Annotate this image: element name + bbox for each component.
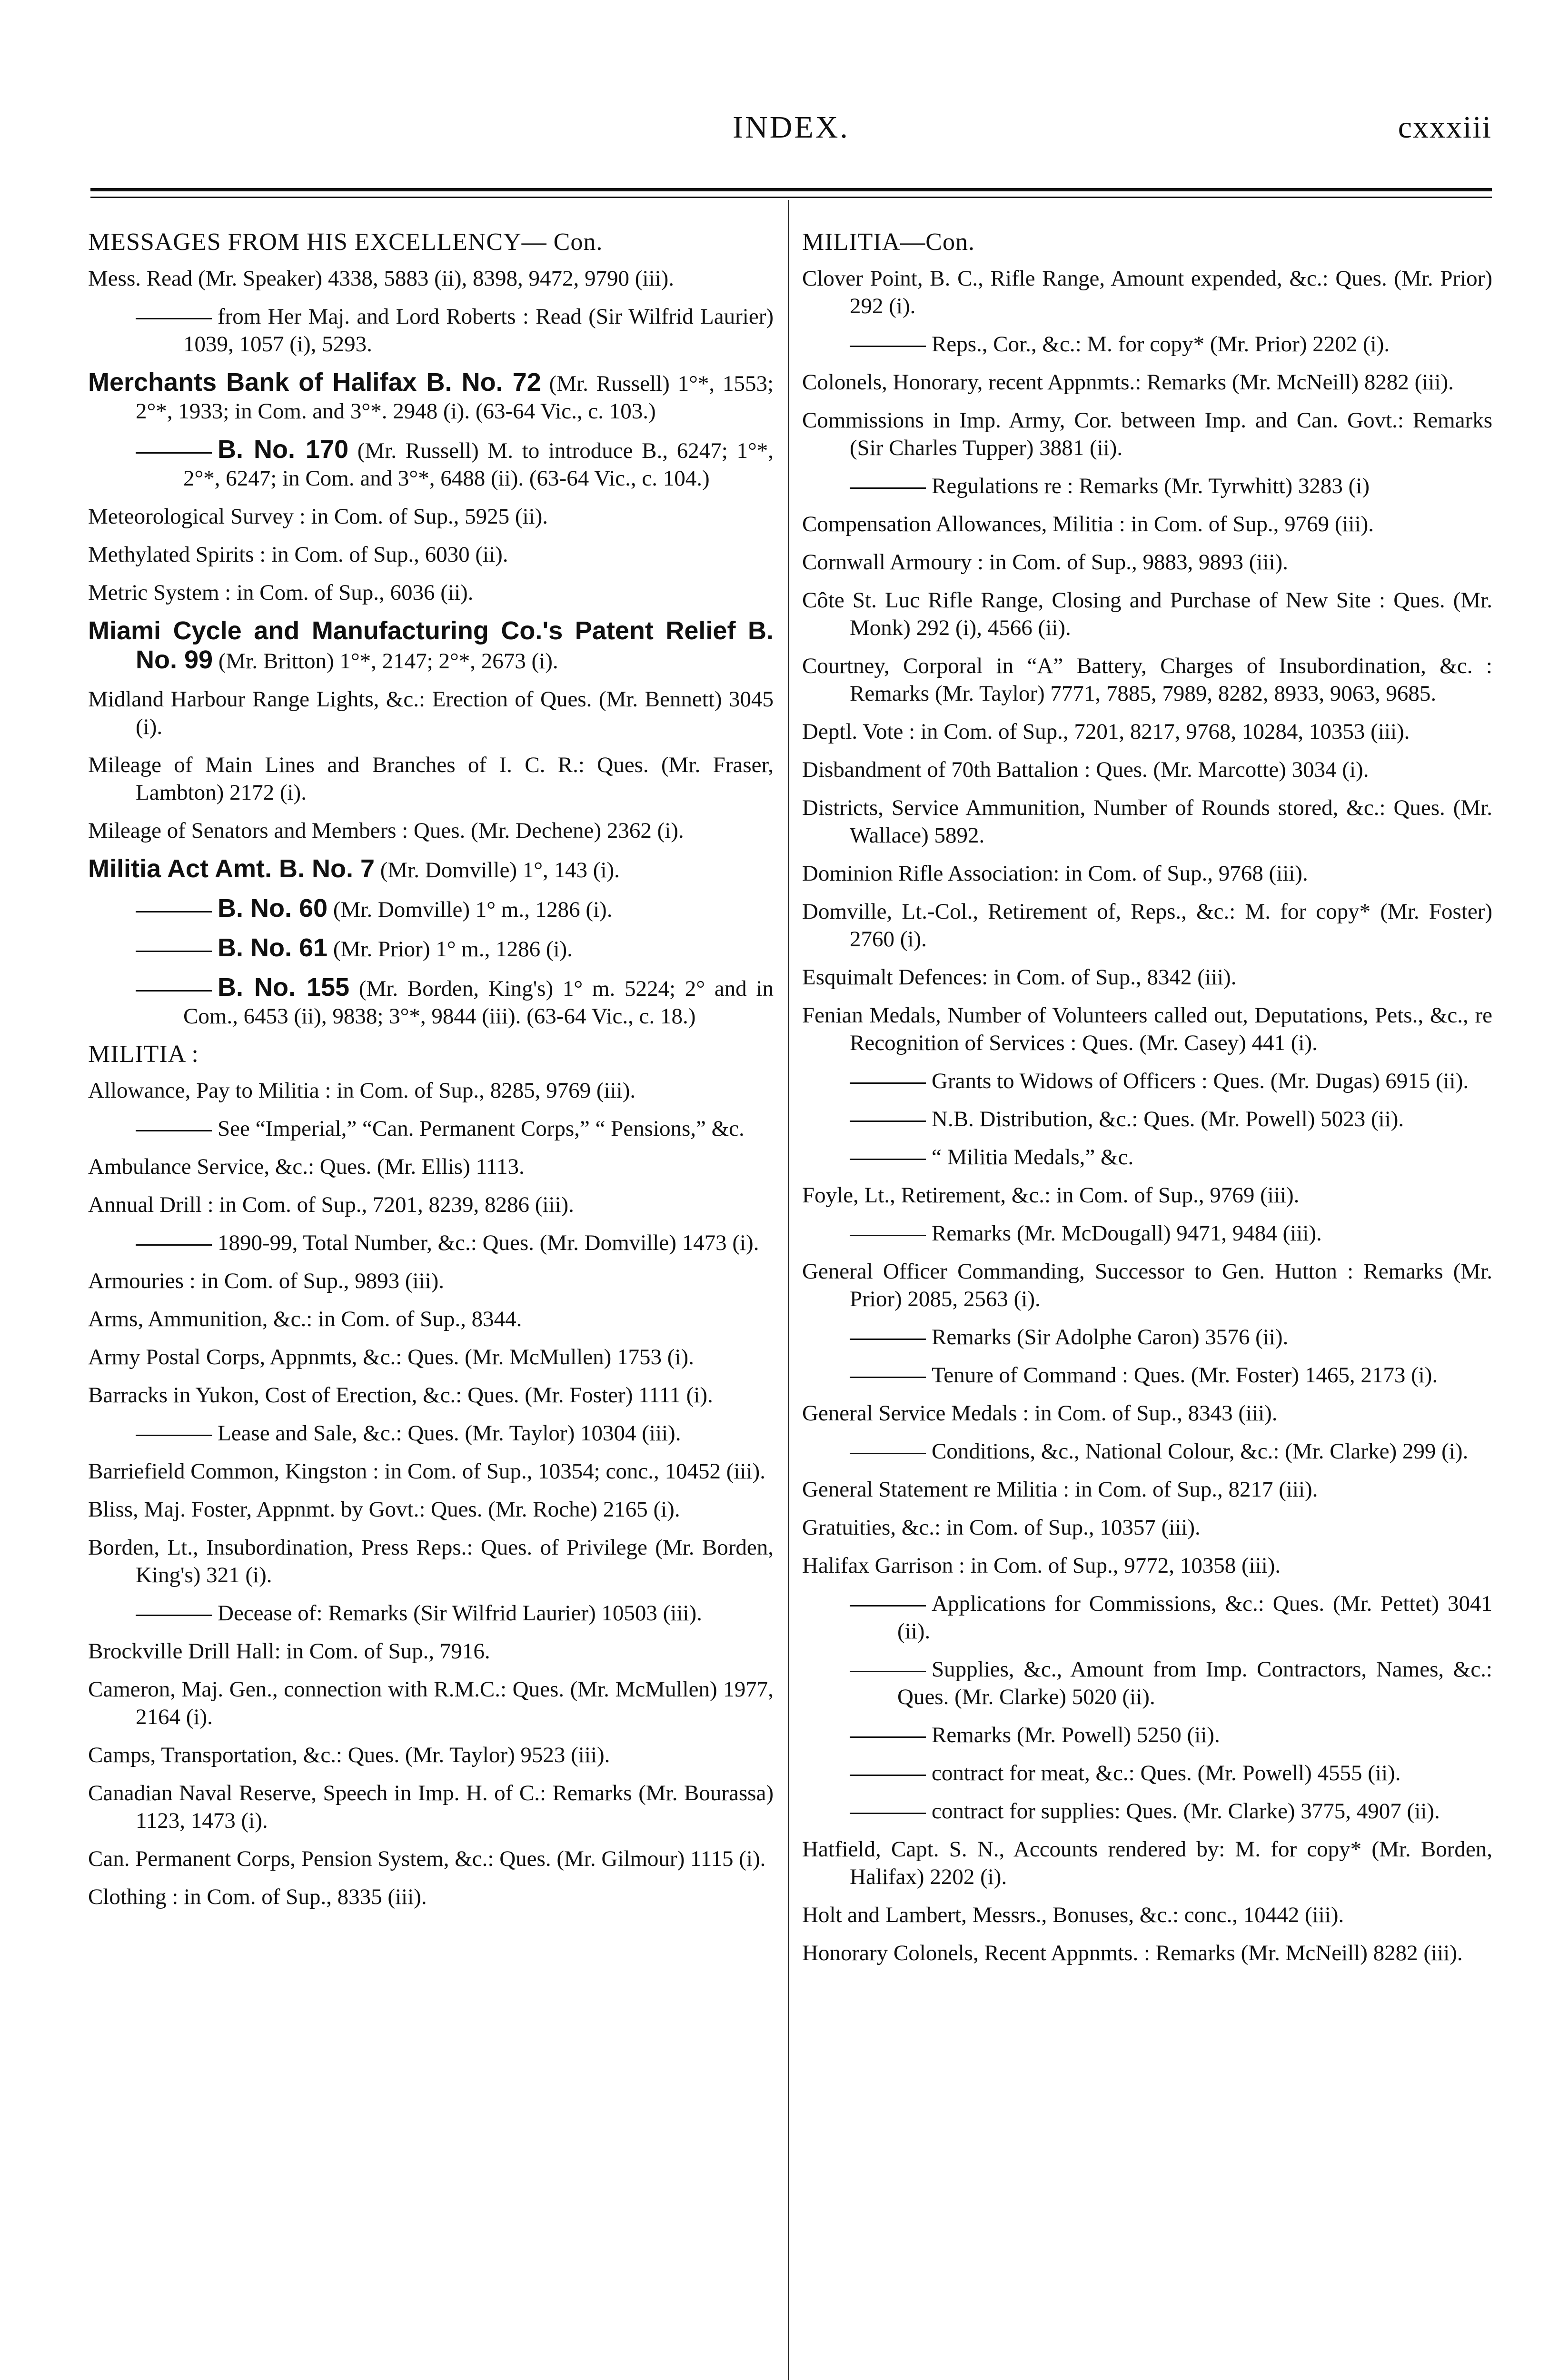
index-entry: Honorary Colonels, Recent Appnmts. : Remarks (Mr. McNeill) 8282 (iii). xyxy=(802,1941,1463,1965)
index-entry: Meteorological Survey : in Com. of Sup., 5925 (ii). xyxy=(88,504,548,529)
index-entry: Camps, Transportation, &c.: Ques. (Mr. Taylor) 9523 (iii). xyxy=(88,1743,610,1767)
index-entry: Metric System : in Com. of Sup., 6036 (ii). xyxy=(88,580,474,605)
ditto-dash xyxy=(136,318,212,319)
index-subentry xyxy=(802,1759,1492,1787)
header-rule-thin xyxy=(90,197,1492,198)
index-subentry xyxy=(802,1590,1492,1645)
index-entry: Borden, Lt., Insubordination, Press Reps.: Ques. of Privilege (Mr. Borden, King's) 321 (i). xyxy=(88,1535,774,1587)
bill-details: (Mr. Britton) 1°*, 2147; 2°*, 2673 (i). xyxy=(218,649,558,674)
index-subentry xyxy=(802,472,1492,500)
index-entry: Commissions in Imp. Army, Cor. between Imp. and Can. Govt.: Remarks (Sir Charles Tupper) 3881 (ii). xyxy=(802,408,1492,460)
index-entry: Halifax Garrison : in Com. of Sup., 9772, 10358 (iii). xyxy=(802,1553,1281,1578)
index-entry: Barriefield Common, Kingston : in Com. of Sup., 10354; conc., 10452 (iii). xyxy=(88,1459,765,1484)
bill-details: (Mr. Borden, King's) 1° m. 5224; 2° and in Com., 6453 (ii), 9838; 3°*, 9844 (iii). (63-64 Vic., c. 18.) xyxy=(183,976,774,1029)
subentry-text: Conditions, &c., National Colour, &c.: (Mr. Clarke) 299 (i). xyxy=(932,1439,1469,1464)
running-head xyxy=(90,109,1492,157)
bill-entry xyxy=(88,368,774,425)
index-subentry xyxy=(802,1438,1492,1465)
index-entry: Gratuities, &c.: in Com. of Sup., 10357 (iii). xyxy=(802,1515,1201,1540)
bill-details: (Mr. Russell) 1°*, 1553; 2°*, 1933; in Com. and 3°*. 2948 (i). (63-64 Vic., c. 103.) xyxy=(136,371,774,424)
ditto-dash xyxy=(850,1453,926,1454)
ditto-dash xyxy=(850,1121,926,1122)
index-subentry xyxy=(88,1115,774,1142)
right-column xyxy=(802,228,1492,1977)
index-subentry xyxy=(802,330,1492,358)
index-entry: Armouries : in Com. of Sup., 9893 (iii). xyxy=(88,1269,445,1293)
page-title: INDEX. xyxy=(733,110,850,145)
index-entry: Dominion Rifle Association: in Com. of Sup., 9768 (iii). xyxy=(802,861,1308,886)
subentry-text: Decease of: Remarks (Sir Wilfrid Laurier) 10503 (iii). xyxy=(218,1601,702,1626)
bill-title: Militia Act Amt. B. No. 7 xyxy=(88,854,375,883)
column-divider xyxy=(788,200,789,2380)
index-subentry xyxy=(88,1599,774,1627)
page-number: cxxxiii xyxy=(1398,110,1492,145)
index-entry: Courtney, Corporal in “A” Battery, Charges of Insubordination, &c. : Remarks (Mr. Taylor) 7771, 7885, 7989, 8282, 8933, 9063, 9685. xyxy=(802,654,1492,706)
bill-entry xyxy=(88,894,774,923)
index-subentry xyxy=(802,1220,1492,1247)
subentry-text: Grants to Widows of Officers : Ques. (Mr. Dugas) 6915 (ii). xyxy=(932,1069,1469,1093)
ditto-dash xyxy=(850,487,926,489)
index-entry: Disbandment of 70th Battalion : Ques. (Mr. Marcotte) 3034 (i). xyxy=(802,757,1369,782)
ditto-dash xyxy=(850,1082,926,1084)
subentry-text: Remarks (Mr. Powell) 5250 (ii). xyxy=(932,1723,1220,1747)
subentry-text: Regulations re : Remarks (Mr. Tyrwhitt) 3283 (i) xyxy=(932,474,1370,498)
subentry-text: contract for supplies: Ques. (Mr. Clarke) 3775, 4907 (ii). xyxy=(932,1799,1440,1824)
ditto-dash xyxy=(136,1244,212,1246)
index-entry: Fenian Medals, Number of Volunteers called out, Deputations, Pets., &c., re Recognition of Services : Ques. (Mr. Casey) 441 (i). xyxy=(802,1003,1492,1055)
ditto-dash xyxy=(850,1377,926,1378)
ditto-dash xyxy=(850,1671,926,1672)
section-heading: MESSAGES FROM HIS EXCELLENCY— Con. xyxy=(88,228,603,256)
ditto-dash xyxy=(136,951,212,952)
index-entry: Esquimalt Defences: in Com. of Sup., 8342 (iii). xyxy=(802,965,1237,990)
ditto-dash xyxy=(136,452,212,454)
index-subentry xyxy=(802,1361,1492,1389)
index-entry: Methylated Spirits : in Com. of Sup., 6030 (ii). xyxy=(88,542,508,567)
bill-title: B. No. 170 xyxy=(218,435,348,464)
bill-title: B. No. 60 xyxy=(218,894,328,922)
subentry-text: Supplies, &c., Amount from Imp. Contractors, Names, &c.: Ques. (Mr. Clarke) 5020 (ii). xyxy=(897,1657,1492,1709)
index-entry: Mileage of Main Lines and Branches of I. C. R.: Ques. (Mr. Fraser, Lambton) 2172 (i). xyxy=(88,753,774,805)
bill-details: (Mr. Russell) M. to introduce B., 6247; 1°*, 2°*, 6247; in Com. and 3°*, 6488 (ii). (63-64 Vic., c. 104.) xyxy=(183,438,774,491)
index-subentry xyxy=(88,303,774,358)
ditto-dash xyxy=(136,990,212,992)
ditto-dash xyxy=(136,1615,212,1616)
index-entry: Clover Point, B. C., Rifle Range, Amount expended, &c.: Ques. (Mr. Prior) 292 (i). xyxy=(802,266,1492,318)
index-entry: Mess. Read (Mr. Speaker) 4338, 5883 (ii), 8398, 9472, 9790 (iii). xyxy=(88,266,674,291)
index-entry: Annual Drill : in Com. of Sup., 7201, 8239, 8286 (iii). xyxy=(88,1192,574,1217)
subentry-text: contract for meat, &c.: Ques. (Mr. Powell) 4555 (ii). xyxy=(932,1761,1401,1785)
index-entry: Clothing : in Com. of Sup., 8335 (iii). xyxy=(88,1884,427,1909)
bill-details: (Mr. Domville) 1° m., 1286 (i). xyxy=(333,897,613,922)
index-entry: Can. Permanent Corps, Pension System, &c.: Ques. (Mr. Gilmour) 1115 (i). xyxy=(88,1846,766,1871)
index-entry: Mileage of Senators and Members : Ques. (Mr. Dechene) 2362 (i). xyxy=(88,818,684,843)
bill-entry xyxy=(88,617,774,675)
subentry-text: Lease and Sale, &c.: Ques. (Mr. Taylor) 10304 (iii). xyxy=(218,1421,681,1446)
index-entry: Canadian Naval Reserve, Speech in Imp. H. of C.: Remarks (Mr. Bourassa) 1123, 1473 (i). xyxy=(88,1781,774,1833)
index-entry: Cameron, Maj. Gen., connection with R.M.C.: Ques. (Mr. McMullen) 1977, 2164 (i). xyxy=(88,1677,774,1729)
index-entry: Côte St. Luc Rifle Range, Closing and Purchase of New Site : Ques. (Mr. Monk) 292 (i), 4566 (ii). xyxy=(802,588,1492,640)
index-entry: Domville, Lt.-Col., Retirement of, Reps., &c.: M. for copy* (Mr. Foster) 2760 (i). xyxy=(802,899,1492,952)
subentry-text: Reps., Cor., &c.: M. for copy* (Mr. Prior) 2202 (i). xyxy=(932,332,1390,357)
bill-entry xyxy=(88,934,774,963)
index-entry: Midland Harbour Range Lights, &c.: Erection of Ques. (Mr. Bennett) 3045 (i). xyxy=(88,687,774,739)
subentry-text: See “Imperial,” “Can. Permanent Corps,” “ Pensions,” &c. xyxy=(218,1116,745,1141)
ditto-dash xyxy=(850,1235,926,1236)
index-entry: Foyle, Lt., Retirement, &c.: in Com. of Sup., 9769 (iii). xyxy=(802,1183,1300,1208)
index-entry: Army Postal Corps, Appnmts, &c.: Ques. (Mr. McMullen) 1753 (i). xyxy=(88,1345,694,1369)
index-subentry xyxy=(802,1105,1492,1133)
bill-entry xyxy=(88,436,774,492)
index-entry: Arms, Ammunition, &c.: in Com. of Sup., 8344. xyxy=(88,1307,522,1331)
index-subentry xyxy=(88,1229,774,1257)
index-entry: Hatfield, Capt. S. N., Accounts rendered by: M. for copy* (Mr. Borden, Halifax) 2202 (i). xyxy=(802,1837,1492,1889)
index-subentry xyxy=(802,1721,1492,1749)
subentry-text: Remarks (Mr. McDougall) 9471, 9484 (iii). xyxy=(932,1221,1322,1246)
index-entry: Barracks in Yukon, Cost of Erection, &c.: Ques. (Mr. Foster) 1111 (i). xyxy=(88,1383,713,1408)
index-subentry xyxy=(802,1797,1492,1825)
index-subentry xyxy=(802,1323,1492,1351)
index-subentry xyxy=(88,1419,774,1447)
bill-title: Merchants Bank of Halifax B. No. 72 xyxy=(88,368,541,397)
ditto-dash xyxy=(850,1339,926,1340)
index-entry: Bliss, Maj. Foster, Appnmt. by Govt.: Ques. (Mr. Roche) 2165 (i). xyxy=(88,1497,680,1522)
bill-title: B. No. 155 xyxy=(218,973,350,1002)
index-entry: Allowance, Pay to Militia : in Com. of Sup., 8285, 9769 (iii). xyxy=(88,1078,636,1103)
index-entry: Holt and Lambert, Messrs., Bonuses, &c.: conc., 10442 (iii). xyxy=(802,1903,1344,1927)
bill-entry xyxy=(88,855,774,884)
index-subentry xyxy=(802,1143,1492,1171)
bill-details: (Mr. Domville) 1°, 143 (i). xyxy=(380,858,620,883)
index-entry: General Service Medals : in Com. of Sup., 8343 (iii). xyxy=(802,1401,1278,1426)
ditto-dash xyxy=(850,1605,926,1606)
index-entry: Brockville Drill Hall: in Com. of Sup., 7916. xyxy=(88,1639,490,1664)
section-heading: MILITIA : xyxy=(88,1041,199,1068)
ditto-dash xyxy=(850,1736,926,1738)
index-entry: Colonels, Honorary, recent Appnmts.: Remarks (Mr. McNeill) 8282 (iii). xyxy=(802,370,1454,395)
section-heading: MILITIA—Con. xyxy=(802,228,975,256)
bill-entry xyxy=(88,973,774,1030)
left-column xyxy=(88,228,774,1921)
subentry-text: N.B. Distribution, &c.: Ques. (Mr. Powell) 5023 (ii). xyxy=(932,1107,1404,1131)
index-entry: General Statement re Militia : in Com. of Sup., 8217 (iii). xyxy=(802,1477,1318,1502)
subentry-text: Remarks (Sir Adolphe Caron) 3576 (ii). xyxy=(932,1325,1289,1349)
index-subentry xyxy=(802,1656,1492,1711)
bill-details: (Mr. Prior) 1° m., 1286 (i). xyxy=(333,937,573,962)
index-entry: Cornwall Armoury : in Com. of Sup., 9883, 9893 (iii). xyxy=(802,550,1288,575)
ditto-dash xyxy=(850,346,926,347)
index-entry: Compensation Allowances, Militia : in Com. of Sup., 9769 (iii). xyxy=(802,512,1374,536)
ditto-dash xyxy=(850,1775,926,1776)
ditto-dash xyxy=(136,911,212,912)
ditto-dash xyxy=(136,1435,212,1436)
ditto-dash xyxy=(136,1130,212,1131)
index-entry: Ambulance Service, &c.: Ques. (Mr. Ellis) 1113. xyxy=(88,1154,525,1179)
index-entry: General Officer Commanding, Successor to Gen. Hutton : Remarks (Mr. Prior) 2085, 2563 (i). xyxy=(802,1259,1492,1311)
subentry-text: Tenure of Command : Ques. (Mr. Foster) 1465, 2173 (i). xyxy=(932,1363,1438,1388)
subentry-text: from Her Maj. and Lord Roberts : Read (Sir Wilfrid Laurier) 1039, 1057 (i), 5293. xyxy=(183,304,774,357)
ditto-dash xyxy=(850,1159,926,1160)
index-entry: Deptl. Vote : in Com. of Sup., 7201, 8217, 9768, 10284, 10353 (iii). xyxy=(802,719,1410,744)
bill-title: B. No. 61 xyxy=(218,933,328,962)
subentry-text: Applications for Commissions, &c.: Ques. (Mr. Pettet) 3041 (ii). xyxy=(897,1591,1492,1644)
subentry-text: “ Militia Medals,” &c. xyxy=(932,1145,1134,1170)
index-subentry xyxy=(802,1067,1492,1095)
header-rule-thick xyxy=(90,188,1492,191)
index-entry: Districts, Service Ammunition, Number of Rounds stored, &c.: Ques. (Mr. Wallace) 5892. xyxy=(802,795,1492,848)
ditto-dash xyxy=(850,1813,926,1814)
subentry-text: 1890-99, Total Number, &c.: Ques. (Mr. Domville) 1473 (i). xyxy=(218,1230,759,1255)
bill-title: Miami Cycle and Manufacturing Co.'s Patent Relief B. No. 99 xyxy=(88,616,774,674)
